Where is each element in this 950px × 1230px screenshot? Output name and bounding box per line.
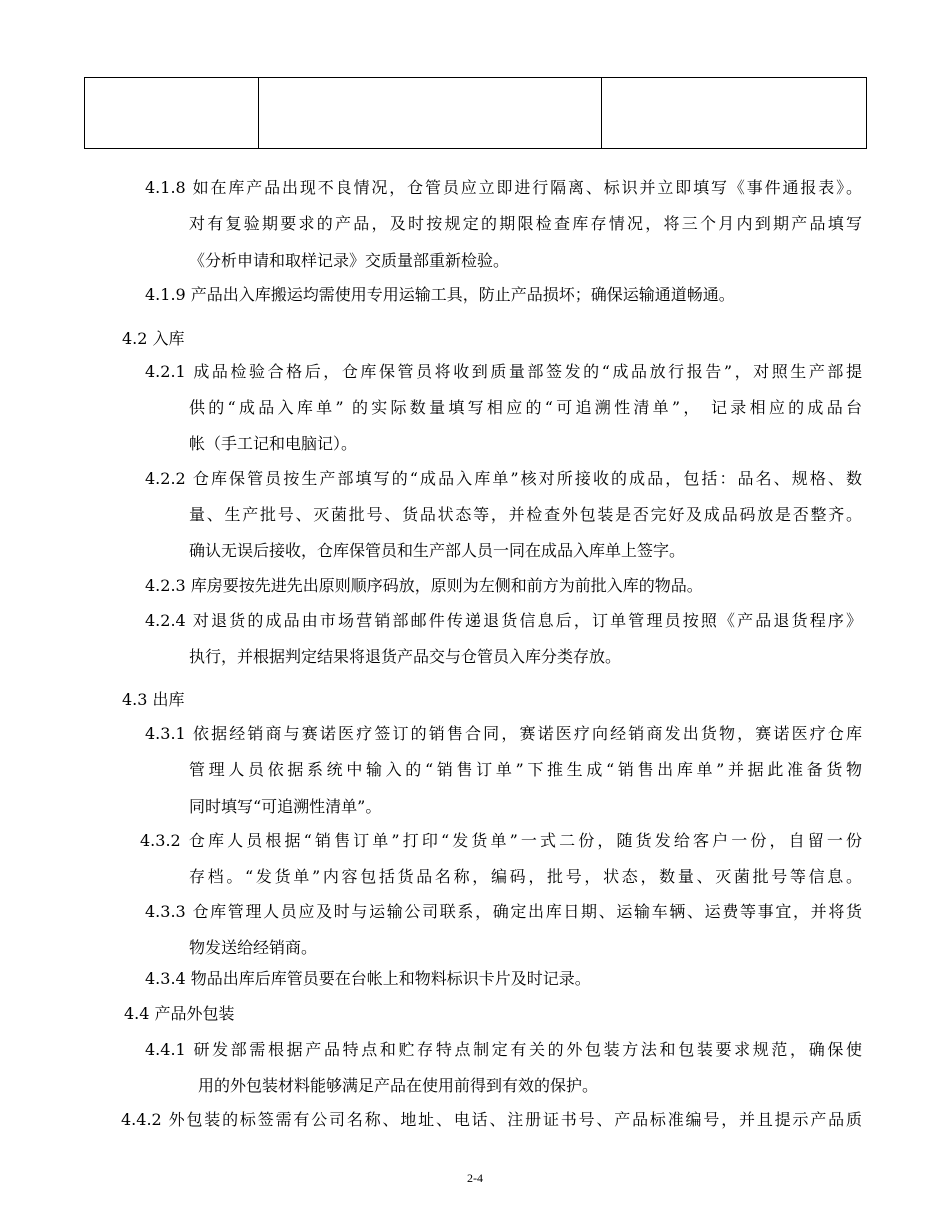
clause-4-1-8-line-1: 4.1.8 如在库产品出现不良情况，仓管员应立即进行隔离、标识并立即填写《事件通报表》。: [145, 178, 862, 197]
clause-4-3-1-line-1: 4.3.1 依据经销商与赛诺医疗签订的销售合同，赛诺医疗向经销商发出货物，赛诺医疗仓库: [145, 724, 862, 743]
clause-4-3-1-line-2: 管理人员依据系统中输入的“销售订单”下推生成“销售出库单”并据此准备货物: [189, 760, 862, 779]
clause-4-1-8-line-3: 《分析申请和取样记录》交质量部重新检验。: [189, 251, 510, 270]
clause-4-2-2-line-2: 量、生产批号、灭菌批号、货品状态等，并检查外包装是否完好及成品码放是否整齐。: [189, 505, 862, 524]
clause-4-3-2-line-1: 4.3.2 仓库人员根据“销售订单”打印“发货单”一式二份，随货发给客户一份，自留一份: [140, 831, 862, 850]
clause-4-2-1-line-3: 帐（手工记和电脑记）。: [189, 434, 358, 453]
clause-4-2-4-line-2: 执行，并根据判定结果将退货产品交与仓管员入库分类存放。: [189, 647, 622, 666]
clause-4-2-4-line-1: 4.2.4 对退货的成品由市场营销部邮件传递退货信息后，订单管理员按照《产品退货程序》: [145, 611, 862, 630]
clause-4-3-2-line-2: 存档。“发货单”内容包括货品名称，编码，批号，状态，数量、灭菌批号等信息。: [189, 867, 862, 886]
table-cell: [85, 78, 259, 149]
table-cell: [602, 78, 867, 149]
clause-4-2-2-line-3: 确认无误后接收，仓库保管员和生产部人员一同在成品入库单上签字。: [189, 541, 686, 560]
clause-4-3-3-line-1: 4.3.3 仓库管理人员应及时与运输公司联系，确定出库日期、运输车辆、运费等事宜，并将货: [145, 902, 862, 921]
clause-4-3-4: 4.3.4 物品出库后库管员要在台帐上和物料标识卡片及时记录。: [145, 969, 591, 988]
header-table: [84, 77, 867, 149]
clause-4-4-1-line-1: 4.4.1 研发部需根据产品特点和贮存特点制定有关的外包装方法和包装要求规范，确保使: [145, 1040, 862, 1059]
page-number: 2-4: [467, 1171, 483, 1185]
table-row: [85, 78, 867, 149]
clause-4-1-9: 4.1.9 产品出入库搬运均需使用专用运输工具，防止产品损坏；确保运输通道畅通。: [145, 285, 735, 304]
section-heading-4-2: 4.2 入库: [122, 329, 185, 348]
table-cell: [259, 78, 602, 149]
clause-4-3-3-line-2: 物发送给经销商。: [189, 938, 318, 957]
section-heading-4-3: 4.3 出库: [122, 690, 185, 709]
clause-4-2-1-line-1: 4.2.1 成品检验合格后，仓库保管员将收到质量部签发的“成品放行报告”，对照生产部提: [145, 362, 862, 381]
clause-4-4-2-line-1: 4.4.2 外包装的标签需有公司名称、地址、电话、注册证书号、产品标准编号，并且提示产品质: [121, 1110, 862, 1129]
clause-4-2-2-line-1: 4.2.2 仓库保管员按生产部填写的“成品入库单”核对所接收的成品，包括：品名、规格、数: [145, 469, 862, 488]
clause-4-3-1-line-3: 同时填写“可追溯性清单”。: [189, 797, 382, 816]
clause-4-1-8-line-2: 对有复验期要求的产品，及时按规定的期限检查库存情况，将三个月内到期产品填写: [189, 214, 862, 233]
clause-4-4-1-line-2: 用的外包装材料能够满足产品在使用前得到有效的保护。: [198, 1076, 599, 1095]
section-heading-4-4: 4.4 产品外包装: [124, 1004, 235, 1023]
clause-4-2-1-line-2: 供的“成品入库单” 的实际数量填写相应的“可追溯性清单”， 记录相应的成品台: [189, 398, 862, 417]
clause-4-2-3: 4.2.3 库房要按先进先出原则顺序码放，原则为左侧和前方为前批入库的物品。: [145, 576, 703, 595]
